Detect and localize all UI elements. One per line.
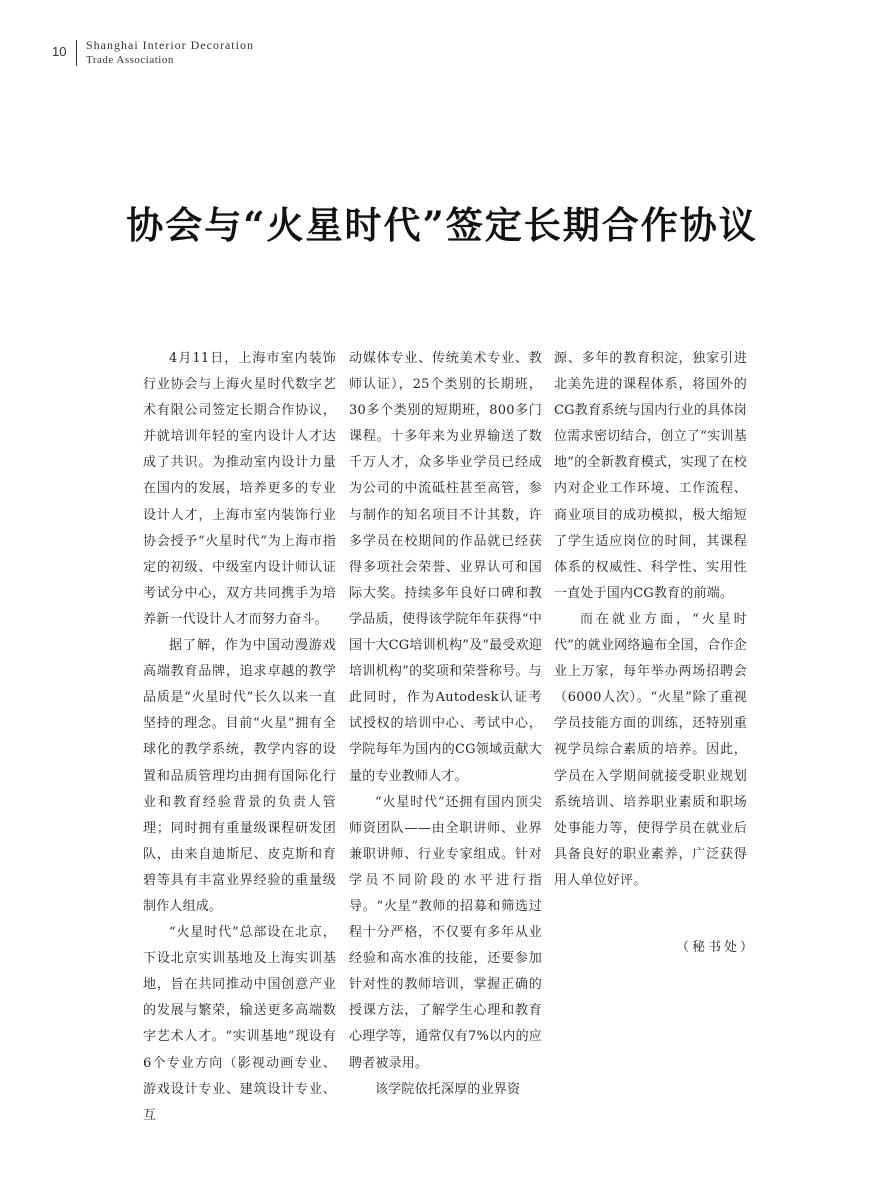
article-title: 协会与“火星时代”签定长期合作协议: [126, 203, 758, 247]
paragraph: 该学院依托深厚的业界资: [375, 1081, 521, 1097]
paragraph: 动媒体专业、传统美术专业、教师认证），25个类别的长期班，30多个类别的短期班，800多门课程。十多年来为业界输送了数千万人才，众多毕业学员已经成为公司的中流砥柱甚至高管，参与制作的知名项目不计其数，许多学员在校期间的作品就已经获得多项社会荣誉、业界认可和国际大奖。持续多年良好口碑和教学品质，使得该学院年年获得“中国十大CG培训机构”及“最受欢迎培训机构”的奖项和荣誉称号。与此同时，作为Autodesk认证考试授权的培训中心、考试中心，学院每年为国内的CG领域贡献大量的专业教师人才。: [349, 351, 542, 784]
paragraph: 4月11日，上海市室内装饰行业协会与上海火星时代数字艺术有限公司签定长期合作协议，并就培训年轻的室内设计人才达成了共识。为推动室内设计力量在国内的发展，培养更多的专业设计人才，上海市室内装饰行业协会授予“火星时代”为上海市指定的初级、中级室内设计师认证考试分中心，双方共同携手为培养新一代设计人才而努力奋斗。: [143, 351, 336, 627]
association-header: [86, 38, 254, 68]
article-column-2: [349, 346, 542, 1103]
association-name-line1: Shanghai Interior Decoration: [86, 38, 254, 52]
paragraph: “火星时代”还拥有国内顶尖师资团队——由全职讲师、业界兼职讲师、行业专家组成。针对学员不同阶段的水平进行指导。“火星”教师的招募和筛选过程十分严格，不仅要有多年从业经验和高水准的技能，还要参加针对性的教师培训，掌握正确的授课方法，了解学生心理和教育心理学等，通常仅有7%以内的应聘者被录用。: [349, 794, 542, 1071]
article-column-1: [143, 346, 336, 1129]
paragraph: 源、多年的教育积淀，独家引进北美先进的课程体系，将国外的CG教育系统与国内行业的具体岗位需求密切结合，创立了“实训基地”的全新教育模式，实现了在校内对企业工作环境、工作流程、商业项目的成功模拟，极大缩短了学生适应岗位的时间，其课程体系的权威性、科学性、实用性一直处于国内CG教育的前端。: [554, 351, 747, 601]
page-number: 10: [52, 44, 67, 59]
paragraph: 据了解，作为中国动漫游戏高端教育品牌，追求卓越的教学品质是“火星时代”长久以来一直坚持的理念。目前“火星”拥有全球化的教学系统，教学内容的设置和品质管理均由拥有国际化行业和教育经验背景的负责人管理；同时拥有重量级课程研发团队，由来自迪斯尼、皮克斯和育碧等具有丰富业界经验的重量级制作人组成。: [143, 638, 336, 914]
association-name-line2: Trade Association: [86, 54, 174, 66]
paragraph: “火星时代”总部设在北京，下设北京实训基地及上海实训基地，旨在共同推动中国创意产业的发展与繁荣，输送更多高端数字艺术人才。“实训基地”现设有6个专业方向（影视动画专业、游戏设计专业、建筑设计专业、互: [143, 925, 336, 1123]
author-signature: （秘书处）: [676, 940, 757, 955]
header-divider: [76, 40, 77, 66]
article-column-3: [554, 346, 747, 894]
paragraph: 而在就业方面，“火星时代”的就业网络遍布全国，合作企业上万家，每年举办两场招聘会（6000人次）。“火星”除了重视学员技能方面的训练，还特别重视学员综合素质的培养。因此，学员在入学期间就接受职业规划系统培训、培养职业素质和职场处事能力等，使得学员在就业后具备良好的职业素养，广泛获得用人单位好评。: [554, 611, 747, 888]
